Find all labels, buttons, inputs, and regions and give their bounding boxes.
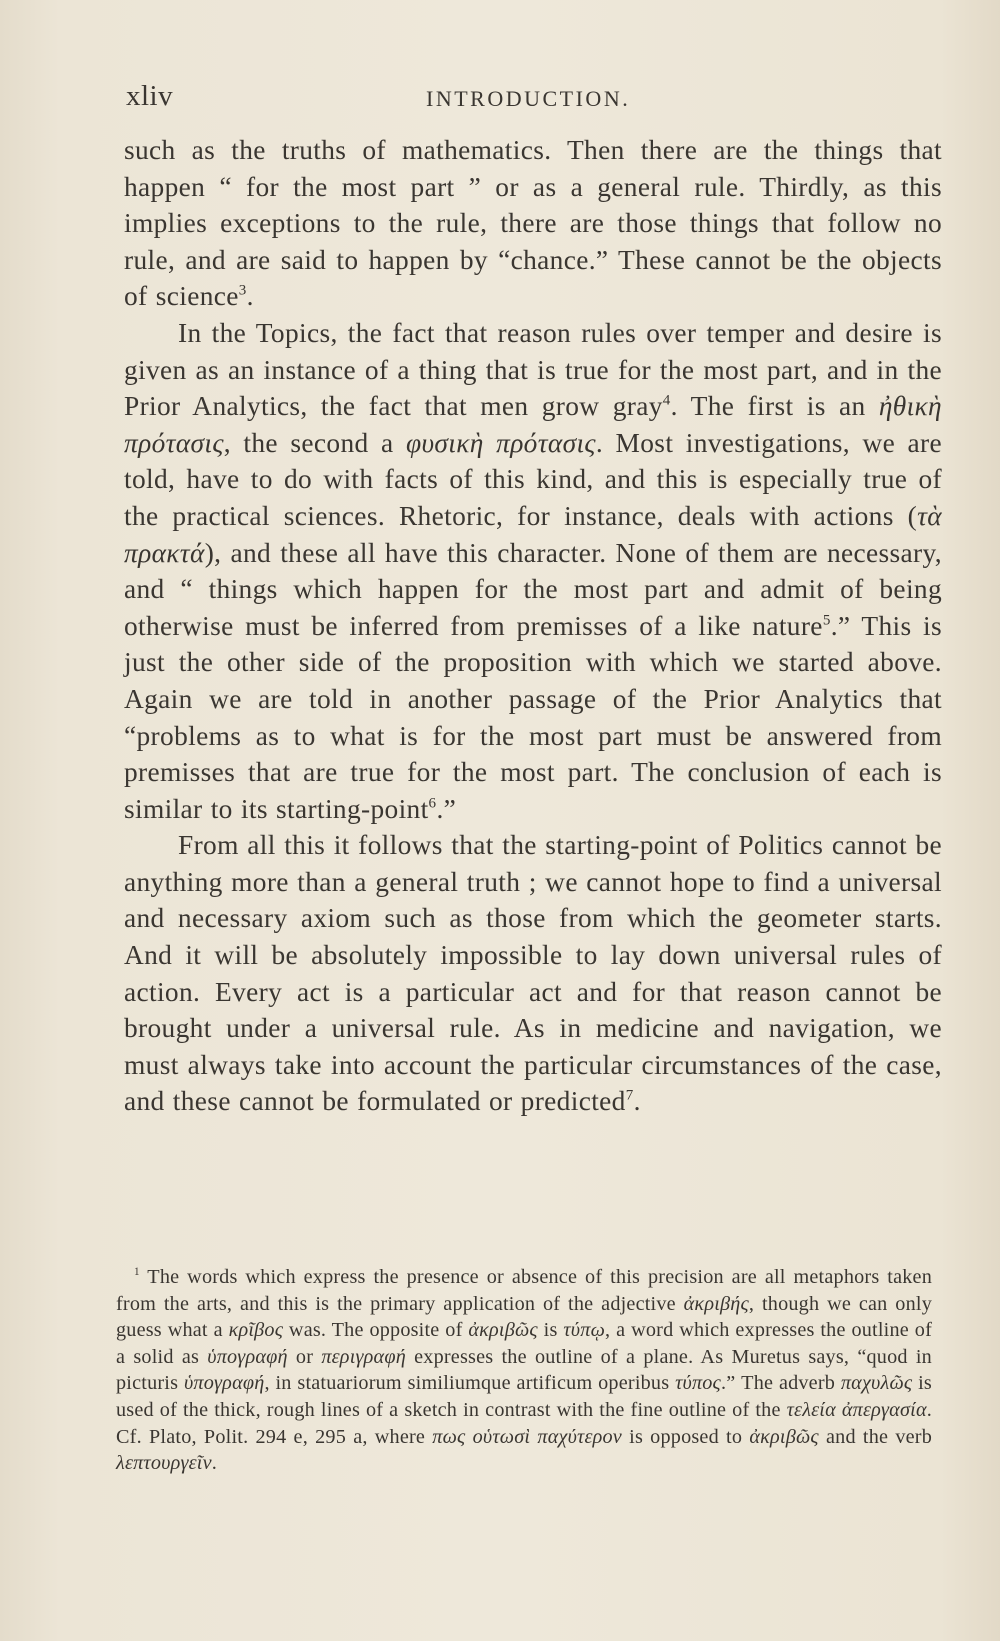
text-run: . Cf. Plato, Polit. 294 e, 295 a, where: [116, 1398, 932, 1448]
greek-word: κρῖβος: [228, 1319, 284, 1342]
text-run: is opposed to: [621, 1425, 750, 1448]
text-run: In the Topics, the fact that reason rules over temper and desire is given as an instance of a thing that is true for the most part, and in the Prior Analytics, the fact that men grow gray: [124, 317, 942, 422]
text-run: ), and these all have this character. None of them are necessary, and “ things which happen for the most part and admit of being otherwise must be inferred from premisses of a like nature: [124, 537, 942, 641]
text-run: .: [211, 1452, 218, 1475]
text-run: .” The adverb: [720, 1372, 841, 1395]
text-run: expresses the outline of a plane. As Muretus says, “quod in picturis: [116, 1345, 932, 1395]
text-run: , a word which expresses the outline of a solid as: [116, 1319, 932, 1368]
text-run: From all this it follows that the starting-point of Politics cannot be anything more than a general truth ; we cannot hope to find a universal and necessary axiom such as those from which the geometer starts. And it will be absolutely impossible to lay down universal rules of action. Every act is a particular act and for that reason cannot be brought under a universal rule. As in medicine and navigation, we must always take into account the particular circumstances of the case, and these cannot be formulated or predicted: [124, 830, 942, 1117]
text-run: The words which express the presence or absence of this precision are all metaphors taken from the arts, and this is the primary application of the adjective: [116, 1266, 932, 1315]
text-run: .”: [436, 793, 457, 824]
footnotes: [116, 1264, 932, 1477]
footnote-ref: 4: [662, 392, 671, 409]
greek-phrase: φυσικὴ πρότασις: [405, 427, 596, 458]
text-run: was. The opposite of: [283, 1319, 469, 1342]
footnote-marker: 1: [134, 1266, 140, 1279]
greek-word: ἀκριβῶς: [749, 1425, 819, 1448]
greek-word: λεπτουργεῖν: [116, 1452, 212, 1475]
footnote-ref: 7: [625, 1087, 634, 1104]
paragraph-1: [124, 132, 942, 315]
paragraph-2: [124, 315, 942, 827]
greek-word: τελεία ἀπεργασία: [786, 1398, 927, 1421]
text-run: .: [633, 1086, 641, 1117]
text-run: . Most investigations, we are told, have to do with facts of this kind, and this is especially true of the practical sciences. Rhetoric, for instance, deals with actions (: [124, 427, 943, 531]
greek-word: ὑπογραφή: [207, 1345, 288, 1368]
text-run: is: [537, 1319, 564, 1342]
greek-phrase: τὰ πρακτά: [124, 500, 942, 568]
page-number: xliv: [126, 80, 174, 112]
paragraph-3: [124, 827, 942, 1120]
greek-word: περιγραφή: [321, 1345, 406, 1368]
text-run: .: [246, 281, 254, 312]
text-run: , the second a: [223, 427, 406, 458]
greek-word: τύπος: [675, 1372, 721, 1395]
greek-word: παχυλῶς: [840, 1372, 913, 1395]
text-run: , though we can only guess what a: [116, 1292, 932, 1342]
text-run: is used of the thick, rough lines of a sketch in contrast with the fine outline of the: [116, 1372, 932, 1421]
text-run: such as the truths of mathematics. Then there are the things that happen “ for the most part ” or as a general rule. Thirdly, as this implies exceptions to the rule, there are those things that follow no rule, and are said to happen by “chance.” These cannot be the objects of science: [124, 135, 942, 312]
footnote-1: [116, 1264, 932, 1477]
greek-word: ὑπογραφή: [183, 1372, 265, 1395]
main-text: [124, 132, 942, 1120]
greek-word: τύπῳ: [563, 1319, 606, 1342]
footnote-ref: 3: [238, 282, 247, 299]
text-run: . The first is an: [670, 391, 879, 422]
running-title: INTRODUCTION.: [426, 86, 631, 111]
text-run: , in statuariorum similiumque artificum operibus: [264, 1372, 676, 1395]
text-run: and the verb: [818, 1425, 933, 1448]
footnote-ref: 5: [822, 612, 831, 629]
greek-phrase: ἠθικὴ πρότασις: [124, 391, 942, 458]
greek-word: πως οὑτωσὶ παχύτερον: [432, 1425, 622, 1448]
text-run: .” This is just the other side of the proposition with which we started above. Again we are told in another passage of the Prior Analytics that “problems as to what is for the most part must be answered from premisses that are true for the most part. The conclusion of each is similar to its starting-point: [124, 610, 943, 824]
running-head: [126, 80, 946, 120]
text-run: or: [287, 1345, 322, 1368]
footnote-ref: 6: [428, 795, 437, 812]
greek-word: ἀκριβῶς: [468, 1319, 538, 1342]
greek-word: ἀκριβής: [683, 1292, 749, 1315]
